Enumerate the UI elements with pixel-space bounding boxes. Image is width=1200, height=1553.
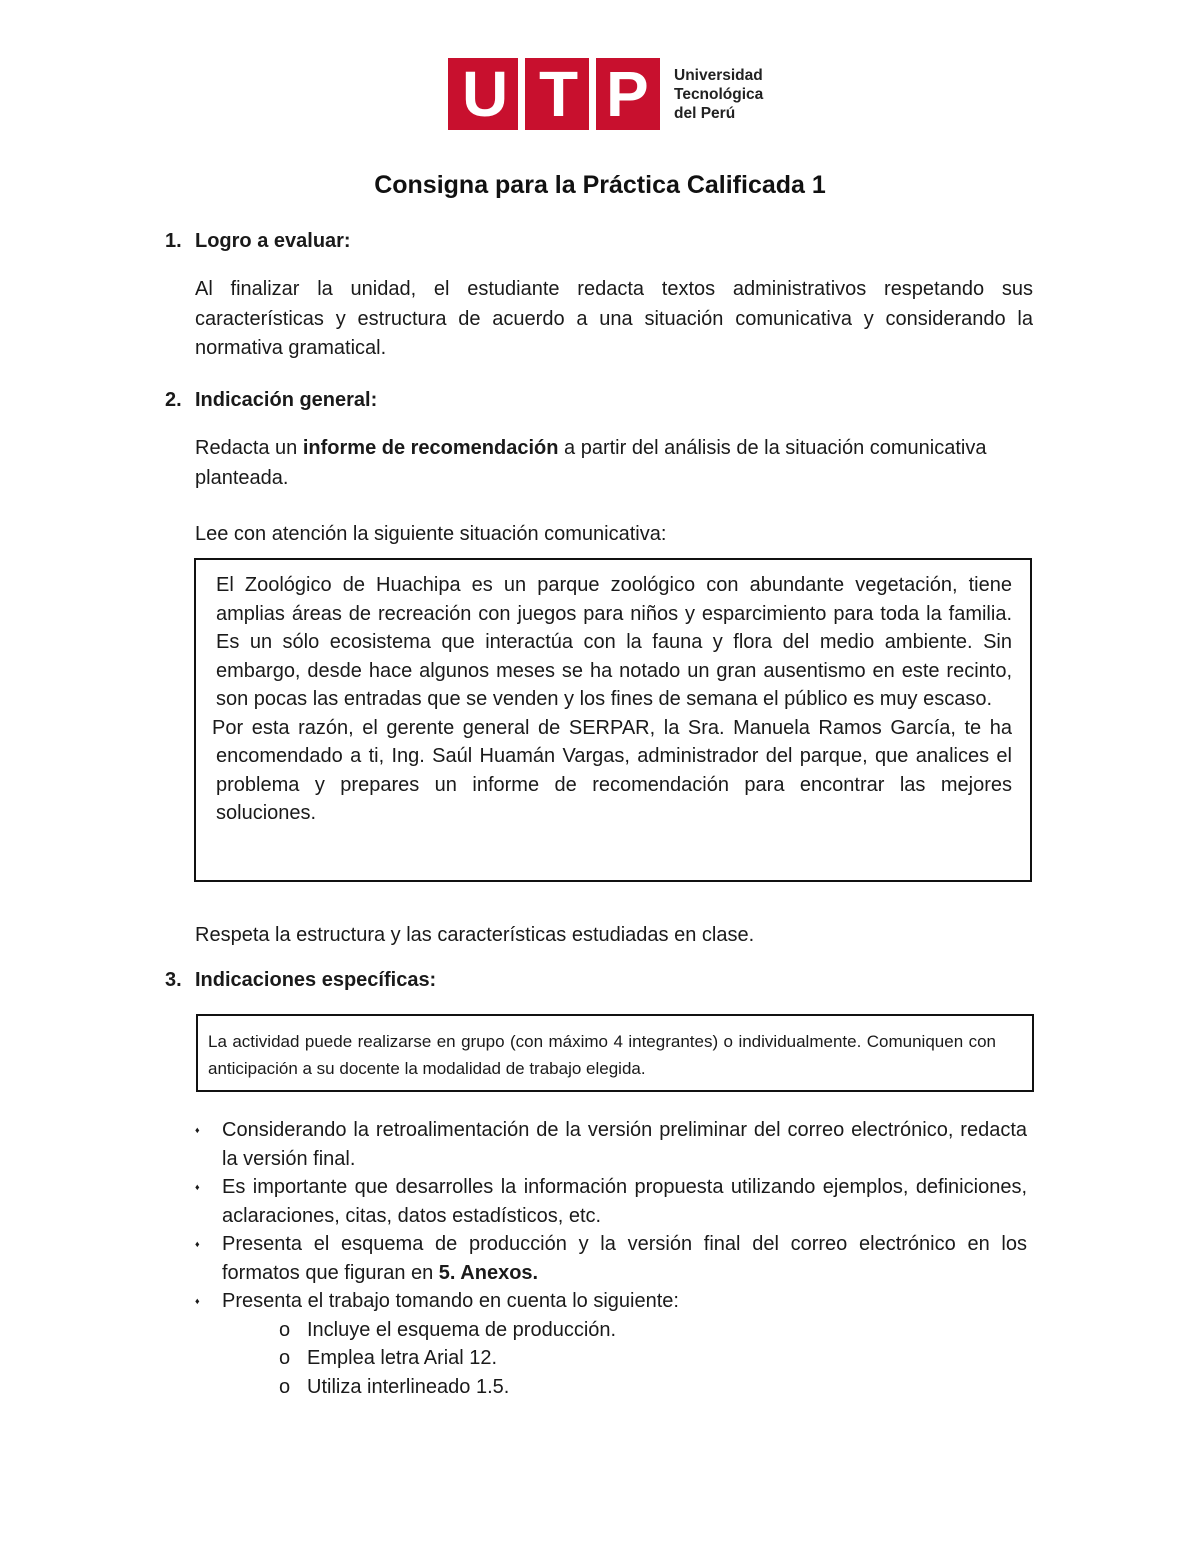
section-number: 1. xyxy=(165,230,182,252)
situation-paragraph-2: Por esta razón, el gerente general de SERPAR, la Sra. Manuela Ramos García, te ha encomendado a ti, Ing. Saúl Huamán Vargas, administrador del parque, que analices el problema y prepares un informe de recomendación para encontrar las mejores soluciones. xyxy=(212,716,1012,824)
list-item-bold-text: 5. Anexos. xyxy=(438,1261,539,1284)
logo-letter-u: U xyxy=(462,58,509,130)
university-name-line: Tecnológica xyxy=(674,86,764,103)
section-heading-text: Logro a evaluar: xyxy=(195,230,351,252)
situation-text xyxy=(212,571,1012,828)
logo-separator xyxy=(518,58,525,130)
university-name xyxy=(674,66,763,123)
section-number: 2. xyxy=(165,389,182,411)
closing-instruction: Respeta la estructura y las características estudiadas en clase. xyxy=(195,924,755,946)
circle-bullet-icon: o xyxy=(279,1318,291,1341)
list-item xyxy=(195,1116,1027,1173)
sub-list-item xyxy=(279,1373,1027,1402)
section-heading-text: Indicaciones específicas: xyxy=(195,969,437,991)
sub-list-item xyxy=(279,1316,1027,1345)
group-note-text: La actividad puede realizarse en grupo (con máximo 4 integrantes) o individualmente. Comuniquen con anticipación a su docente la modalidad de trabajo elegida. xyxy=(208,1032,996,1078)
indicacion-text-bold: informe de recomendación xyxy=(302,437,559,459)
logo-red-block xyxy=(448,58,660,130)
list-item xyxy=(195,1230,1027,1287)
university-name-line: Universidad xyxy=(674,67,763,84)
sub-list-item-text: Emplea letra Arial 12. xyxy=(307,1347,498,1369)
list-item-text: Es importante que desarrolles la información propuesta utilizando ejemplos, definiciones, aclaraciones, citas, datos estadísticos, etc. xyxy=(222,1176,1027,1227)
list-item xyxy=(195,1173,1027,1230)
circle-bullet-icon: o xyxy=(279,1375,291,1398)
section-heading-indicacion-general xyxy=(165,386,377,414)
section-number: 3. xyxy=(165,969,182,991)
read-prompt: Lee con atención la siguiente situación comunicativa: xyxy=(195,523,667,545)
logo-separator xyxy=(589,58,596,130)
sub-list-item-text: Utiliza interlineado 1.5. xyxy=(307,1375,510,1398)
list-item-text: Presenta el trabajo tomando en cuenta lo siguiente: xyxy=(222,1290,679,1312)
sub-list xyxy=(195,1316,1027,1402)
situation-box xyxy=(194,558,1032,882)
section-heading-logro xyxy=(165,227,351,255)
indicacion-paragraph xyxy=(195,434,1033,493)
section-heading-indicaciones-especificas xyxy=(165,966,436,994)
section-heading-text: Indicación general: xyxy=(195,389,378,411)
instructions-list xyxy=(195,1116,1027,1401)
sub-list-item xyxy=(279,1344,1027,1373)
diamond-bullet-icon: ♦ xyxy=(195,1239,200,1249)
logo-letter-t: T xyxy=(539,58,579,130)
list-item-text: Presenta el esquema de producción y la versión final del correo electrónico en los formatos que figuran en xyxy=(222,1233,1027,1284)
indicacion-text-end: a partir del análisis de la situación comunicativa planteada. xyxy=(195,437,987,489)
situation-paragraph-1: El Zoológico de Huachipa es un parque zoológico con abundante vegetación, tiene amplias áreas de recreación con juegos para niños y esparcimiento para toda la familia. Es un sólo ecosistema que interactúa con la fauna y flora del medio ambiente. Sin embargo, desde hace algunos meses se ha notado un gran ausentismo en este recinto, son pocas las entradas que se venden y los fines de semana el público es muy escaso. xyxy=(216,574,1012,710)
logo-letter-p: P xyxy=(606,58,649,130)
diamond-bullet-icon: ♦ xyxy=(195,1296,200,1306)
university-name-line: del Perú xyxy=(674,105,736,122)
list-item-text: Considerando la retroalimentación de la versión preliminar del correo electrónico, redacta la versión final. xyxy=(222,1119,1027,1170)
list-item xyxy=(195,1287,1027,1316)
indicacion-text-start: Redacta un xyxy=(195,437,303,459)
utp-logo xyxy=(448,58,660,130)
sub-list-item-text: Incluye el esquema de producción. xyxy=(307,1318,617,1341)
diamond-bullet-icon: ♦ xyxy=(195,1125,200,1135)
diamond-bullet-icon: ♦ xyxy=(195,1182,200,1192)
logro-paragraph: Al finalizar la unidad, el estudiante redacta textos administrativos respetando sus características y estructura de acuerdo a una situación comunicativa y considerando la normativa gramatical. xyxy=(195,278,1033,359)
page-title: Consigna para la Práctica Calificada 1 xyxy=(374,171,826,199)
circle-bullet-icon: o xyxy=(279,1347,291,1369)
group-note-box xyxy=(196,1014,1034,1092)
